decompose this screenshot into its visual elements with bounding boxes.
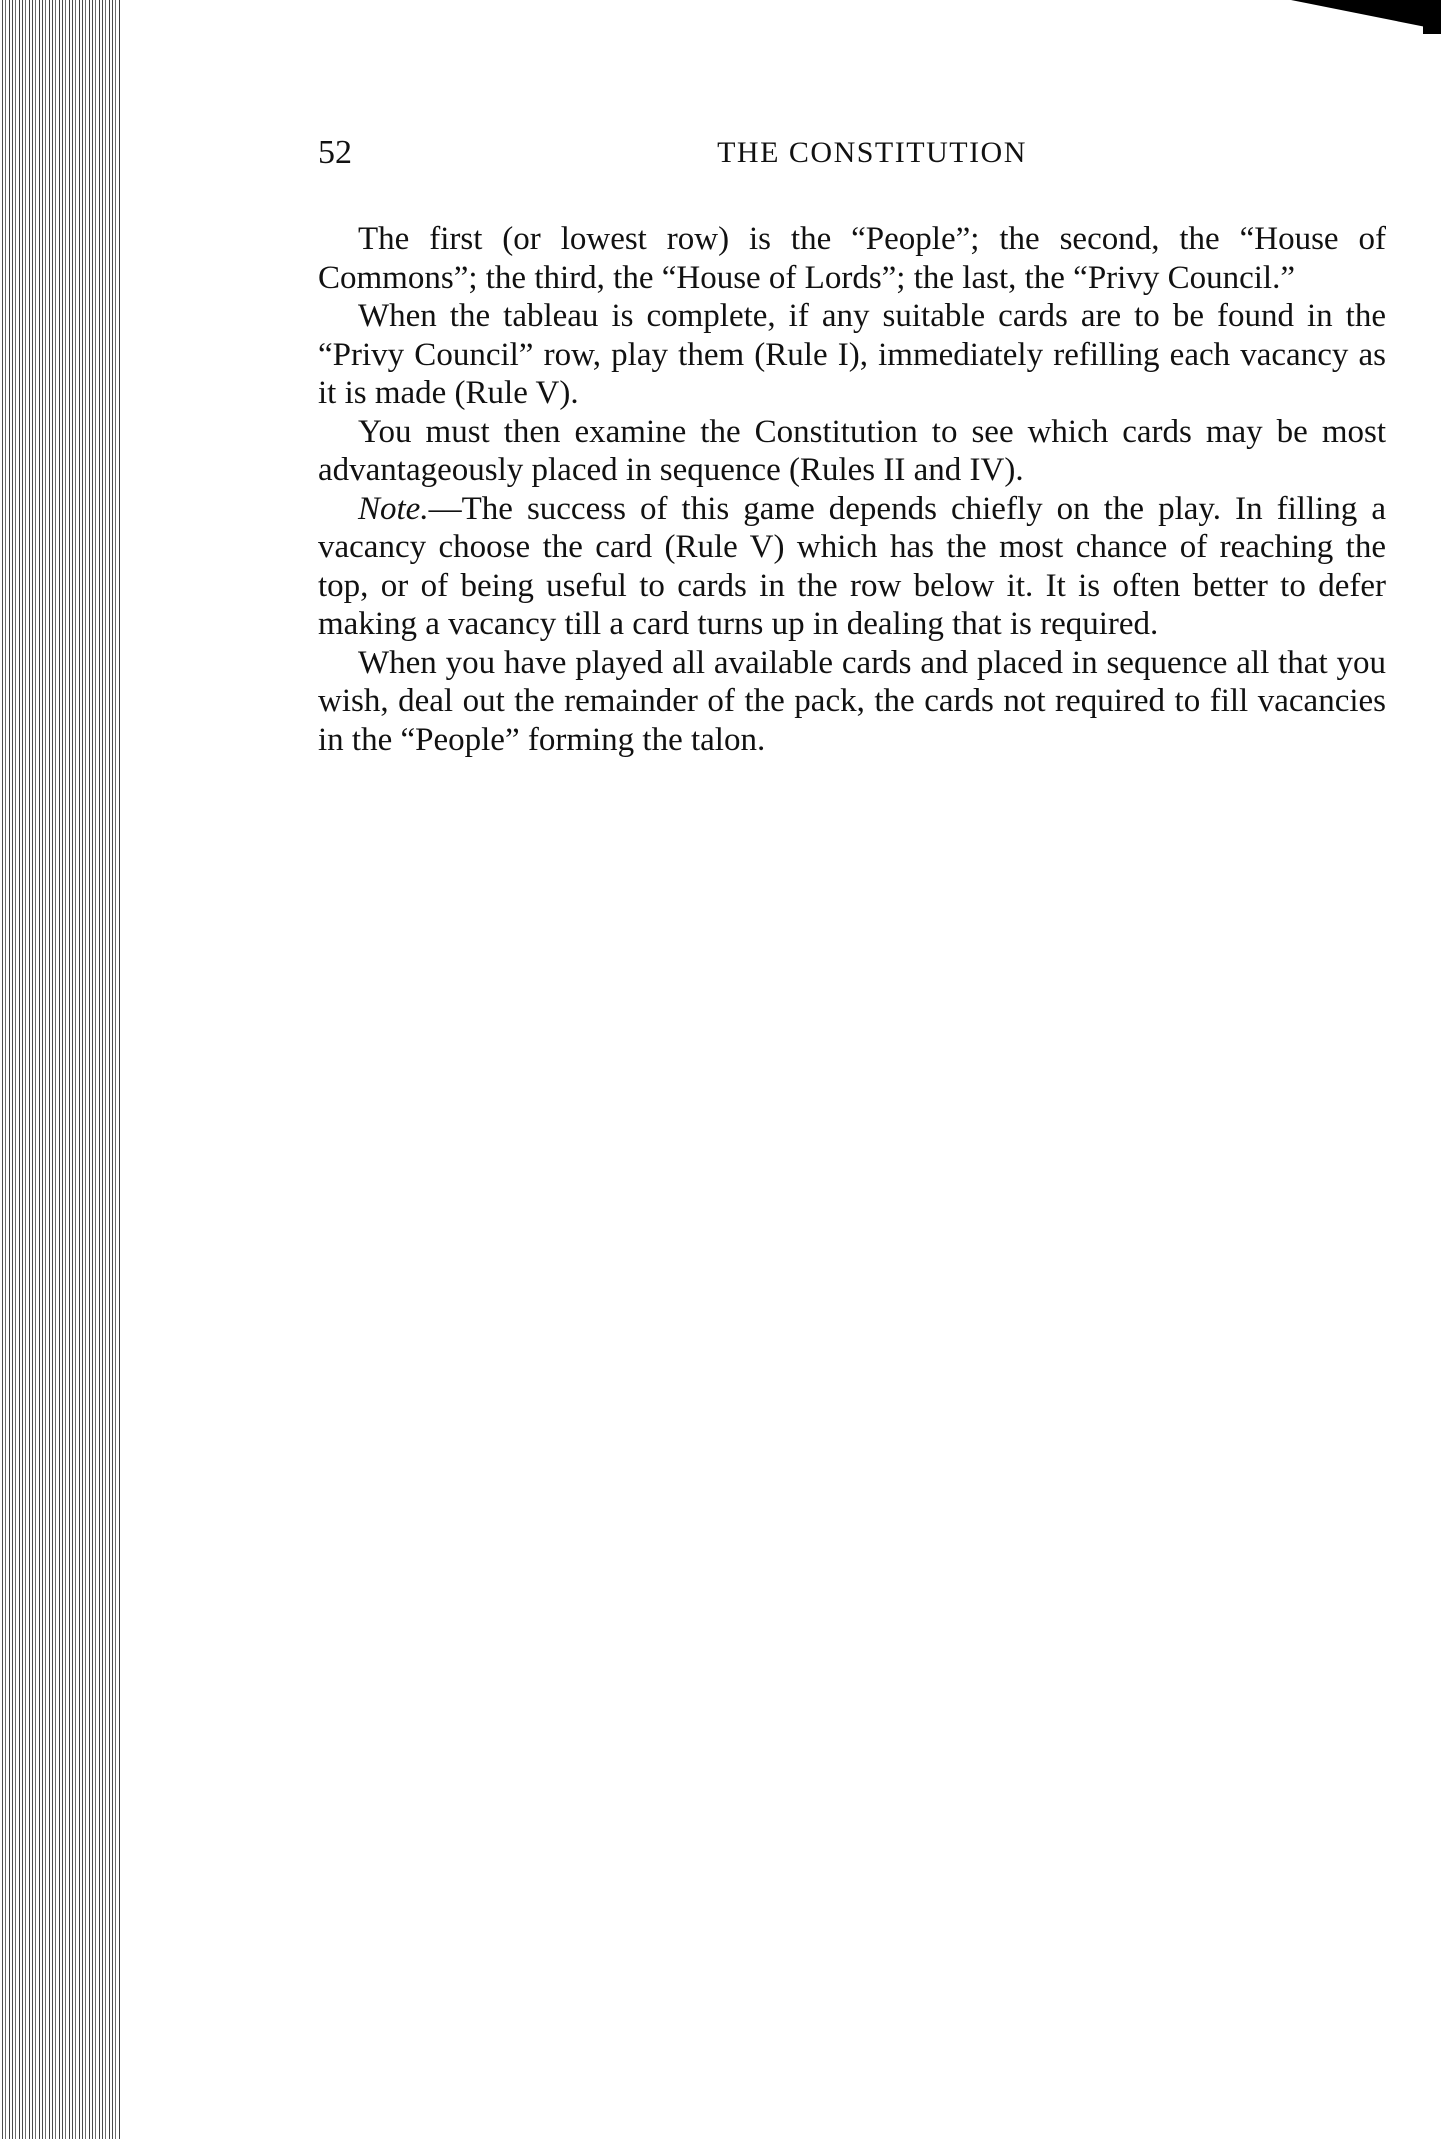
book-page [318,132,1386,759]
running-head [318,132,1386,182]
scan-corner-mark-tail [1423,0,1441,34]
running-title: THE CONSTITUTION [717,136,1027,169]
paragraph-sequence: You must then examine the Constitution to see which cards may be most advantageously placed in sequence (Rules II and IV). [318,413,1386,488]
binding-edge [0,0,120,2139]
note-text: —The success of this game depends chiefly on the play. In filling a vacancy choose the card (Rule V) which has the most chance of reaching the top, or of being useful to cards in the row below it. It is often better to defer making a vacancy till a card turns up in dealing that is required. [318,490,1386,642]
paragraph-note [318,490,1386,644]
paragraph-tableau: When the tableau is complete, if any suitable cards are to be found in the “Privy Council” row, play them (Rule I), immediately refilling each vacancy as it is made (Rule V). [318,298,1386,411]
scan-corner-mark [1291,0,1441,30]
body-text [318,220,1386,759]
paragraph-rows: The first (or lowest row) is the “People”; the second, the “House of Commons”; the third, the “House of Lords”; the last, the “Privy Council.” [318,221,1386,296]
page-number: 52 [318,134,352,171]
paragraph-talon: When you have played all available cards and placed in sequence all that you wish, deal out the remainder of the pack, the cards not required to fill vacancies in the “People” forming the talon. [318,644,1386,758]
note-label: Note. [358,490,429,527]
